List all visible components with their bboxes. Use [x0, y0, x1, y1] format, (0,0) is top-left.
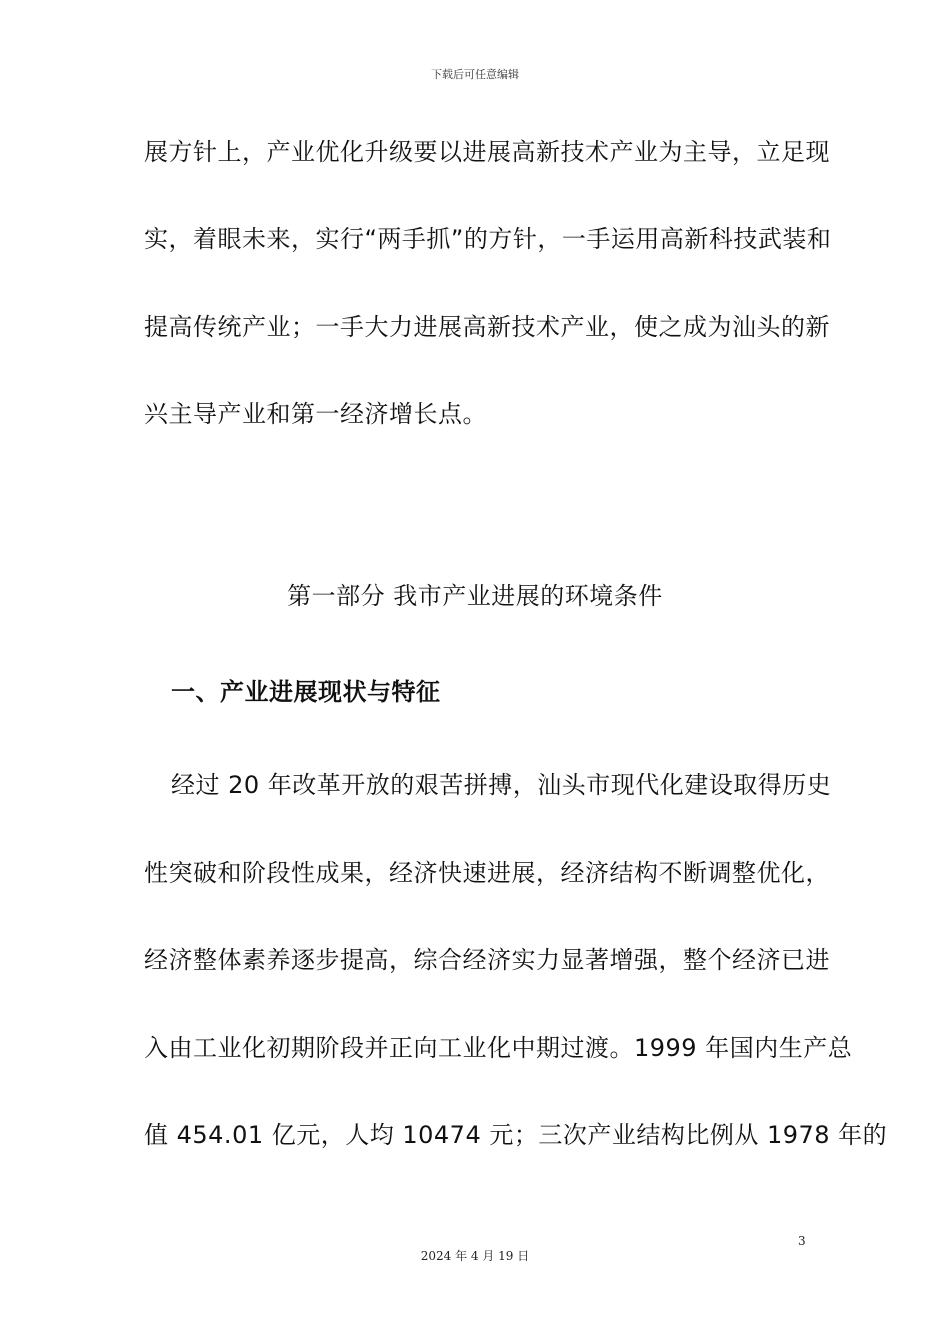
section-title: 第一部分 我市产业进展的环境条件 — [287, 582, 663, 610]
subheading: 一、产业进展现状与特征 — [171, 678, 441, 706]
paragraph-1-line-3: 提高传统产业；一手大力进展高新技术产业，使之成为汕头的新 — [144, 313, 830, 341]
paragraph-1-line-1: 展方针上，产业优化升级要以进展高新技术产业为主导，立足现 — [144, 138, 830, 166]
page-header: 下载后可任意编辑 — [431, 68, 519, 81]
paragraph-2-line-3: 经济整体素养逐步提高，综合经济实力显著增强，整个经济已进 — [144, 946, 830, 974]
footer-date: 2024 年 4 月 19 日 — [420, 1249, 530, 1263]
paragraph-2-line-1: 经过 20 年改革开放的艰苦拼搏，汕头市现代化建设取得历史 — [171, 771, 832, 799]
page-number: 3 — [798, 1234, 806, 1248]
paragraph-2-line-5: 值 454.01 亿元，人均 10474 元；三次产业结构比例从 1978 年的 — [144, 1121, 888, 1149]
paragraph-1-line-2: 实，着眼未来，实行“两手抓”的方针，一手运用高新科技武装和 — [144, 225, 832, 253]
paragraph-1-line-4: 兴主导产业和第一经济增长点。 — [144, 400, 487, 428]
paragraph-2-line-2: 性突破和阶段性成果，经济快速进展，经济结构不断调整优化， — [144, 859, 830, 887]
paragraph-2-line-4: 入由工业化初期阶段并正向工业化中期过渡。1999 年国内生产总 — [144, 1034, 853, 1062]
